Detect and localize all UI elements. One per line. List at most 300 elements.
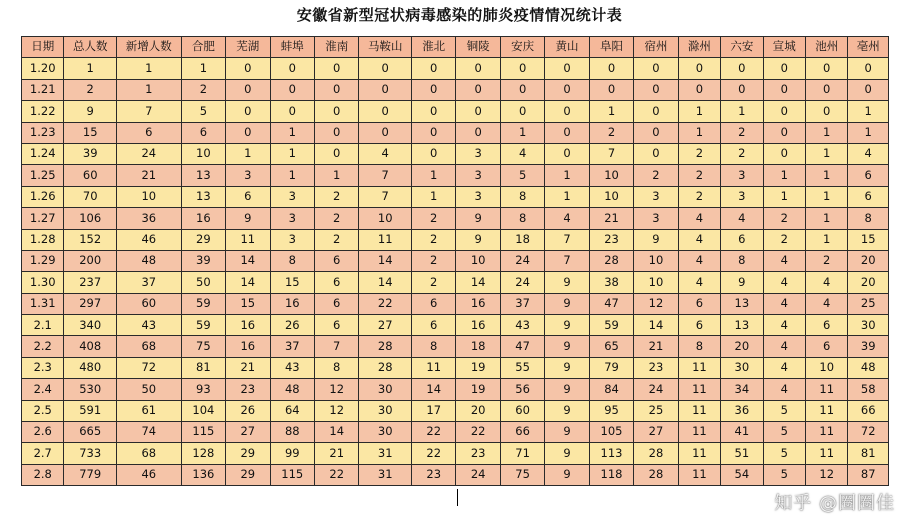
table-cell: 79 [589,357,633,378]
table-cell: 0 [848,79,889,100]
table-cell: 6 [848,165,889,186]
table-cell: 36 [116,208,181,229]
table-cell: 2 [634,165,678,186]
table-cell: 66 [848,400,889,421]
table-cell: 2 [721,122,763,143]
table-row [22,422,889,443]
table-cell: 0 [545,79,589,100]
table-cell: 60 [500,400,544,421]
table-cell: 68 [116,336,181,357]
table-cell: 3 [634,208,678,229]
table-cell: 15 [270,272,314,293]
table-cell: 9 [545,357,589,378]
table-cell: 1 [181,58,225,79]
table-cell: 21 [589,208,633,229]
table-cell: 10 [116,186,181,207]
table-cell: 4 [721,208,763,229]
column-header: 日期 [22,37,64,58]
date-cell: 2.1 [22,315,64,336]
table-row [22,336,889,357]
table-cell: 14 [314,422,358,443]
table-cell: 51 [721,443,763,464]
date-cell: 2.8 [22,464,64,485]
table-cell: 5 [763,464,805,485]
table-cell: 37 [500,293,544,314]
date-cell: 1.27 [22,208,64,229]
table-cell: 0 [500,58,544,79]
table-cell: 1 [270,143,314,164]
table-cell: 34 [721,379,763,400]
table-cell: 59 [589,315,633,336]
table-cell: 4 [500,143,544,164]
table-cell: 0 [763,143,805,164]
table-cell: 50 [181,272,225,293]
table-cell: 18 [456,336,500,357]
table-cell: 5 [500,165,544,186]
table-row [22,379,889,400]
table-cell: 23 [411,464,455,485]
table-cell: 8 [270,250,314,271]
table-cell: 2 [314,229,358,250]
date-cell: 1.21 [22,79,64,100]
date-cell: 1.29 [22,250,64,271]
column-header: 安庆 [500,37,544,58]
table-row [22,143,889,164]
table-cell: 0 [226,79,270,100]
table-cell: 0 [359,122,412,143]
table-cell: 16 [226,315,270,336]
table-cell: 24 [500,272,544,293]
table-cell: 21 [226,357,270,378]
table-cell: 3 [270,186,314,207]
table-cell: 0 [545,101,589,122]
table-cell: 0 [270,101,314,122]
table-cell: 0 [314,122,358,143]
table-cell: 2 [763,208,805,229]
table-cell: 26 [270,315,314,336]
table-cell: 10 [806,357,848,378]
table-cell: 7 [545,250,589,271]
table-cell: 19 [456,357,500,378]
table-row [22,272,889,293]
table-cell: 1 [314,165,358,186]
table-cell: 6 [314,315,358,336]
table-cell: 0 [456,122,500,143]
table-cell: 46 [116,229,181,250]
table-cell: 1 [411,165,455,186]
column-header: 池州 [806,37,848,58]
table-cell: 43 [270,357,314,378]
table-cell: 12 [314,400,358,421]
table-cell: 1 [64,58,117,79]
table-cell: 3 [721,186,763,207]
header-row [22,37,889,58]
table-cell: 22 [359,293,412,314]
table-cell: 8 [848,208,889,229]
column-header: 六安 [721,37,763,58]
table-cell: 13 [181,165,225,186]
table-cell: 2 [678,186,720,207]
table-cell: 2 [678,165,720,186]
table-cell: 1 [806,165,848,186]
table-cell: 4 [763,336,805,357]
column-header: 淮南 [314,37,358,58]
column-header: 马鞍山 [359,37,412,58]
table-cell: 4 [678,229,720,250]
table-cell: 11 [678,464,720,485]
table-cell: 6 [678,315,720,336]
table-row [22,443,889,464]
table-cell: 2 [806,250,848,271]
table-cell: 31 [359,464,412,485]
table-cell: 779 [64,464,117,485]
table-cell: 11 [806,443,848,464]
table-cell: 10 [634,272,678,293]
table-cell: 4 [678,272,720,293]
table-cell: 0 [589,58,633,79]
table-cell: 4 [359,143,412,164]
table-cell: 10 [589,165,633,186]
table-cell: 37 [116,272,181,293]
table-cell: 22 [456,422,500,443]
table-cell: 665 [64,422,117,443]
table-cell: 87 [848,464,889,485]
table-cell: 0 [456,58,500,79]
date-cell: 1.20 [22,58,64,79]
table-cell: 4 [763,357,805,378]
table-cell: 115 [270,464,314,485]
table-cell: 0 [270,58,314,79]
table-cell: 29 [226,443,270,464]
column-header: 蚌埠 [270,37,314,58]
table-row [22,357,889,378]
table-cell: 0 [763,101,805,122]
table-cell: 8 [678,336,720,357]
table-cell: 11 [411,357,455,378]
table-cell: 9 [545,422,589,443]
table-cell: 0 [634,143,678,164]
table-cell: 297 [64,293,117,314]
table-cell: 9 [545,336,589,357]
table-cell: 50 [116,379,181,400]
table-cell: 7 [545,229,589,250]
table-cell: 9 [64,101,117,122]
table-cell: 12 [314,379,358,400]
table-cell: 15 [848,229,889,250]
table-cell: 21 [314,443,358,464]
column-header: 黄山 [545,37,589,58]
table-cell: 3 [270,229,314,250]
table-cell: 0 [545,143,589,164]
table-cell: 733 [64,443,117,464]
table-cell: 113 [589,443,633,464]
date-cell: 1.23 [22,122,64,143]
table-cell: 28 [589,250,633,271]
table-cell: 2 [181,79,225,100]
table-cell: 1 [411,186,455,207]
table-cell: 104 [181,400,225,421]
table-cell: 64 [270,400,314,421]
table-cell: 9 [545,464,589,485]
table-cell: 7 [359,165,412,186]
table-cell: 99 [270,443,314,464]
table-cell: 30 [848,315,889,336]
table-cell: 6 [806,336,848,357]
table-cell: 22 [411,422,455,443]
date-cell: 1.26 [22,186,64,207]
table-cell: 9 [456,208,500,229]
table-cell: 2 [763,229,805,250]
table-cell: 1 [589,101,633,122]
table-cell: 31 [359,443,412,464]
table-row [22,293,889,314]
table-row [22,250,889,271]
table-title: 安徽省新型冠状病毒感染的肺炎疫情情况统计表 [296,6,623,24]
table-cell: 16 [270,293,314,314]
table-cell: 24 [500,250,544,271]
table-cell: 4 [545,208,589,229]
table-cell: 0 [634,79,678,100]
table-cell: 13 [181,186,225,207]
table-cell: 4 [678,250,720,271]
table-cell: 24 [456,464,500,485]
table-cell: 2 [678,143,720,164]
table-cell: 9 [721,272,763,293]
table-cell: 14 [456,272,500,293]
table-cell: 0 [678,79,720,100]
table-cell: 81 [181,357,225,378]
table-cell: 0 [678,58,720,79]
table-cell: 115 [181,422,225,443]
table-cell: 27 [226,422,270,443]
table-cell: 2 [411,229,455,250]
table-cell: 55 [500,357,544,378]
table-cell: 591 [64,400,117,421]
column-header: 铜陵 [456,37,500,58]
table-cell: 5 [763,400,805,421]
table-cell: 72 [848,422,889,443]
table-cell: 1 [806,186,848,207]
table-cell: 93 [181,379,225,400]
table-cell: 6 [314,293,358,314]
table-cell: 30 [359,400,412,421]
table-cell: 16 [456,315,500,336]
table-cell: 39 [848,336,889,357]
table-cell: 4 [763,250,805,271]
table-cell: 0 [721,58,763,79]
table-cell: 47 [500,336,544,357]
table-cell: 0 [359,58,412,79]
table-cell: 1 [806,143,848,164]
table-cell: 20 [721,336,763,357]
date-cell: 1.25 [22,165,64,186]
table-cell: 6 [181,122,225,143]
table-cell: 480 [64,357,117,378]
date-cell: 1.30 [22,272,64,293]
table-cell: 7 [589,143,633,164]
table-cell: 0 [763,58,805,79]
table-cell: 70 [64,186,117,207]
statistics-table [21,36,889,486]
table-cell: 4 [678,208,720,229]
table-cell: 20 [848,250,889,271]
table-cell: 1 [500,122,544,143]
date-cell: 1.28 [22,229,64,250]
table-cell: 2 [589,122,633,143]
table-cell: 59 [181,315,225,336]
table-cell: 17 [411,400,455,421]
table-cell: 11 [806,400,848,421]
table-cell: 13 [721,293,763,314]
table-cell: 46 [116,464,181,485]
table-cell: 136 [181,464,225,485]
table-cell: 11 [678,379,720,400]
table-cell: 21 [116,165,181,186]
table-row [22,464,889,485]
table-cell: 14 [359,272,412,293]
table-cell: 23 [226,379,270,400]
text-cursor [457,489,458,506]
table-cell: 22 [411,443,455,464]
column-header: 亳州 [848,37,889,58]
table-cell: 11 [678,400,720,421]
table-row [22,122,889,143]
table-cell: 9 [226,208,270,229]
table-cell: 48 [116,250,181,271]
table-cell: 19 [456,379,500,400]
column-header: 合肥 [181,37,225,58]
date-cell: 2.5 [22,400,64,421]
table-cell: 5 [763,443,805,464]
table-cell: 30 [359,379,412,400]
table-cell: 61 [116,400,181,421]
table-cell: 408 [64,336,117,357]
column-header: 总人数 [64,37,117,58]
table-cell: 28 [634,443,678,464]
table-cell: 0 [411,79,455,100]
table-cell: 6 [116,122,181,143]
table-cell: 30 [721,357,763,378]
table-cell: 23 [634,357,678,378]
table-cell: 118 [589,464,633,485]
table-cell: 74 [116,422,181,443]
table-cell: 1 [226,143,270,164]
table-cell: 11 [678,422,720,443]
table-cell: 4 [763,272,805,293]
table-cell: 340 [64,315,117,336]
table-cell: 22 [314,464,358,485]
table-cell: 3 [634,186,678,207]
column-header: 新增人数 [116,37,181,58]
table-cell: 0 [634,101,678,122]
table-cell: 25 [634,400,678,421]
date-cell: 2.7 [22,443,64,464]
table-row [22,229,889,250]
table-cell: 11 [678,357,720,378]
table-cell: 105 [589,422,633,443]
table-cell: 5 [763,422,805,443]
table-cell: 59 [181,293,225,314]
table-cell: 30 [359,422,412,443]
table-cell: 12 [634,293,678,314]
table-cell: 152 [64,229,117,250]
table-cell: 16 [226,336,270,357]
column-header: 淮北 [411,37,455,58]
table-cell: 0 [456,101,500,122]
table-cell: 8 [721,250,763,271]
table-cell: 58 [848,379,889,400]
table-cell: 15 [226,293,270,314]
table-cell: 60 [116,293,181,314]
table-cell: 75 [500,464,544,485]
table-cell: 14 [226,250,270,271]
table-cell: 0 [545,122,589,143]
table-cell: 1 [678,101,720,122]
table-cell: 237 [64,272,117,293]
date-cell: 2.3 [22,357,64,378]
table-cell: 1 [763,165,805,186]
table-cell: 1 [545,186,589,207]
table-cell: 0 [763,122,805,143]
table-cell: 27 [359,315,412,336]
table-cell: 9 [545,379,589,400]
table-cell: 128 [181,443,225,464]
table-cell: 0 [359,101,412,122]
table-cell: 37 [270,336,314,357]
table-cell: 27 [634,422,678,443]
table-row [22,165,889,186]
table-cell: 36 [721,400,763,421]
table-cell: 39 [64,143,117,164]
table-cell: 1 [848,101,889,122]
table-cell: 5 [181,101,225,122]
table-cell: 8 [314,357,358,378]
table-cell: 9 [545,293,589,314]
table-cell: 1 [763,186,805,207]
column-header: 宿州 [634,37,678,58]
table-cell: 75 [181,336,225,357]
table-cell: 0 [721,79,763,100]
table-cell: 2 [411,208,455,229]
table-cell: 71 [500,443,544,464]
table-cell: 0 [314,58,358,79]
table-cell: 14 [634,315,678,336]
table-cell: 4 [848,143,889,164]
table-cell: 43 [116,315,181,336]
column-header: 阜阳 [589,37,633,58]
table-cell: 3 [456,186,500,207]
table-cell: 43 [500,315,544,336]
table-cell: 0 [314,101,358,122]
table-cell: 12 [806,464,848,485]
table-cell: 28 [359,336,412,357]
date-cell: 1.24 [22,143,64,164]
table-cell: 1 [806,229,848,250]
table-cell: 41 [721,422,763,443]
table-cell: 1 [270,165,314,186]
table-cell: 28 [634,464,678,485]
table-cell: 0 [411,101,455,122]
table-cell: 54 [721,464,763,485]
table-cell: 88 [270,422,314,443]
table-row [22,208,889,229]
table-cell: 10 [634,250,678,271]
table-cell: 0 [411,122,455,143]
table-cell: 23 [589,229,633,250]
table-cell: 530 [64,379,117,400]
table-cell: 9 [545,272,589,293]
table-cell: 23 [456,443,500,464]
